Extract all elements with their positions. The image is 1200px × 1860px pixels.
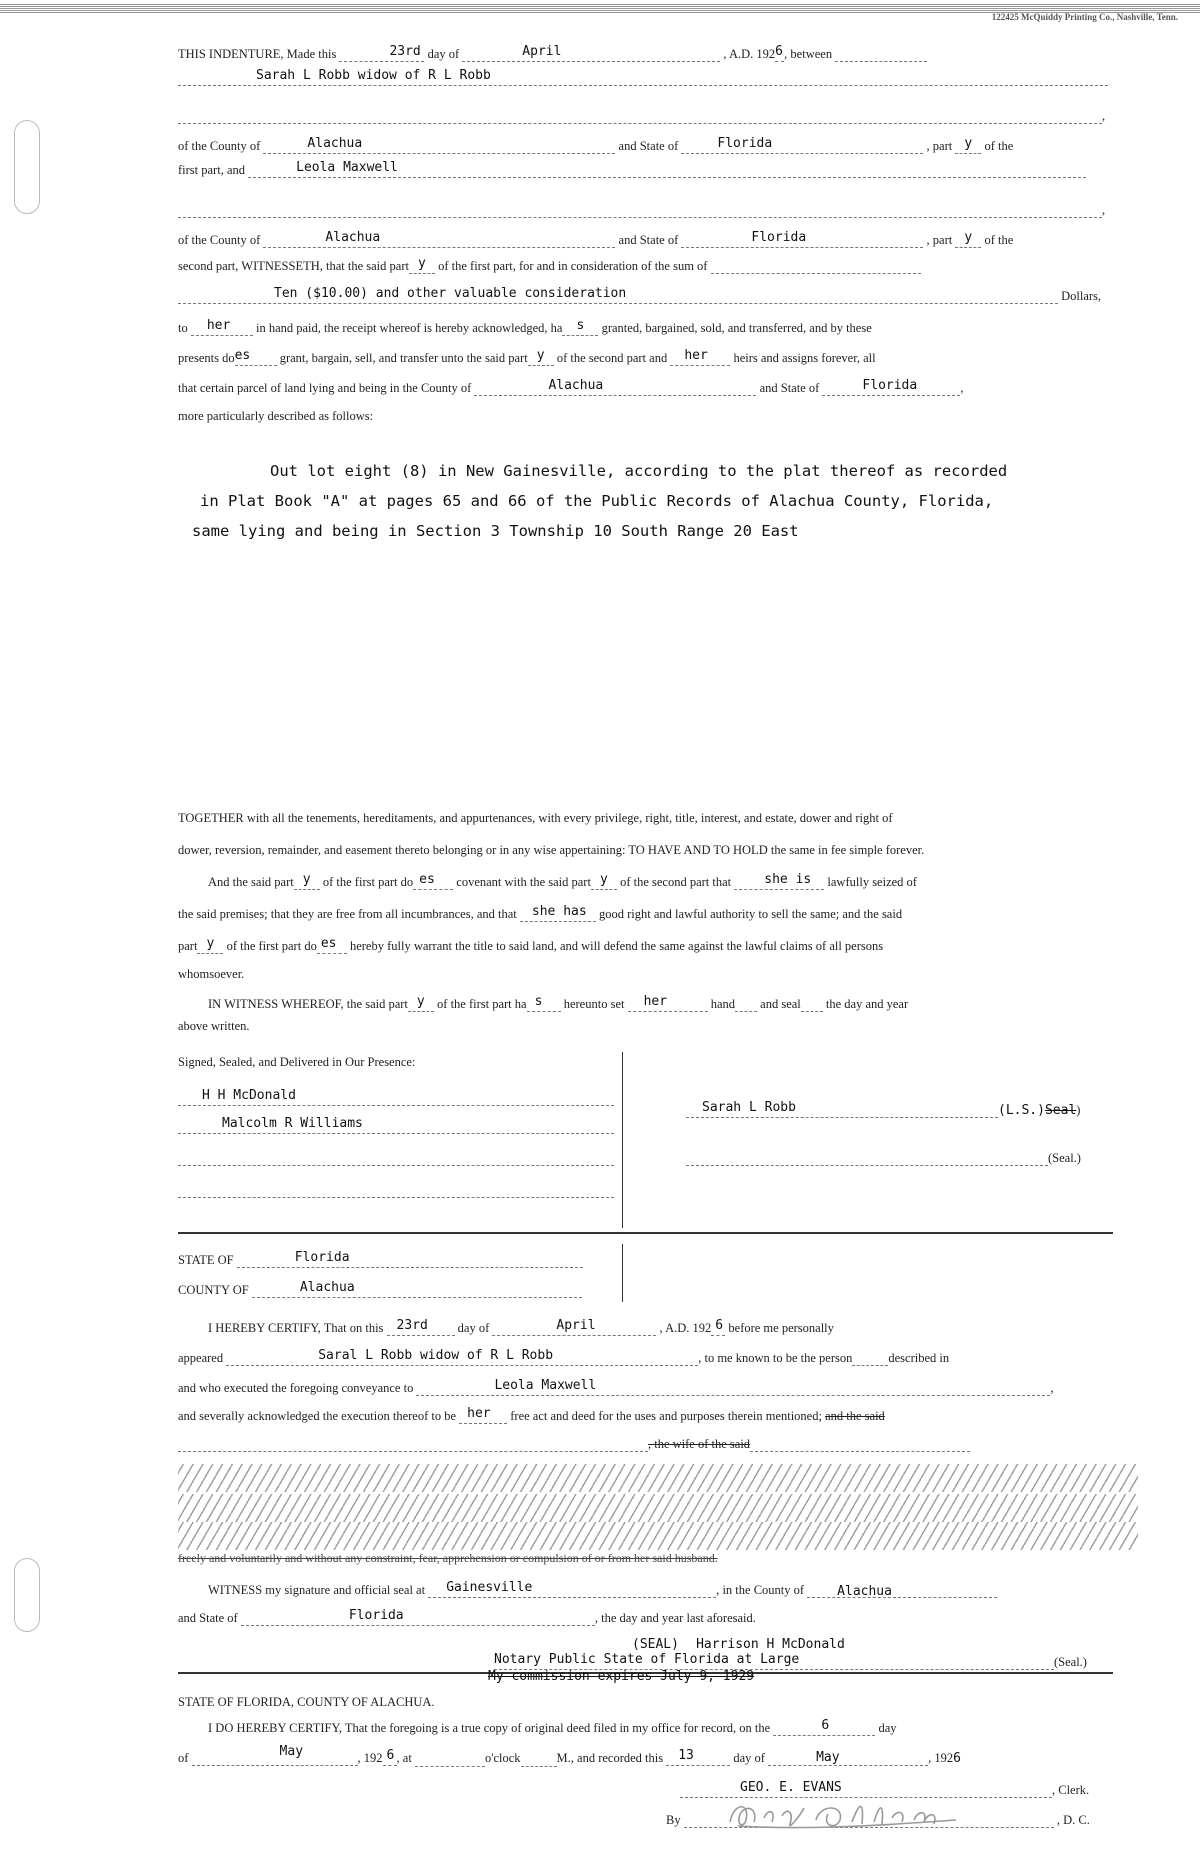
field-city: Gainesville [428, 1582, 716, 1598]
witness-line-4 [178, 1182, 618, 1198]
field-her: her [628, 996, 708, 1012]
signature-brace [622, 1052, 623, 1228]
handwritten-signature [724, 1796, 964, 1832]
ack-brace [622, 1244, 623, 1302]
field-es: es [317, 938, 347, 954]
field-y: y [197, 938, 223, 954]
label-text: THIS INDENTURE, Made this [178, 47, 337, 61]
grantor-county-line: of the County of Alachua and State of Florida , part y of the [178, 136, 1014, 153]
witnesseth-line: second part, WITNESSETH, that the said part y of the first part, for and in consideration of the sum of [178, 258, 1113, 274]
field-es: es [413, 874, 453, 890]
blank-line: , [178, 202, 1113, 218]
above-written: above written. [178, 1019, 250, 1033]
notary-commission: My commission expires July 9, 1929 [488, 1669, 755, 1684]
field-her: her [191, 320, 253, 336]
field-executed-to: Leola Maxwell [416, 1380, 1050, 1396]
ls-mark: (L.S.) [998, 1103, 1045, 1118]
ack-county-line: COUNTY OF Alachua [178, 1282, 618, 1298]
legal-description-2: in Plat Book "A" at pages 65 and 66 of the Public Records of Alachua County, Florida, [200, 492, 994, 510]
printer-imprint: 122425 McQuiddy Printing Co., Nashville, Tenn. [991, 12, 1178, 22]
notary-title: Notary Public State of Florida at Large [494, 1652, 800, 1667]
field-y: y [955, 232, 981, 248]
together-line-2: dower, reversion, remainder, and easement thereto belonging or in any wise appertaining: TO HAVE AND TO HOLD the same in fee simple forever. [178, 843, 925, 857]
clerk-line: GEO. E. EVANS , Clerk. [680, 1782, 1116, 1798]
punch-hole-top [14, 120, 40, 214]
field-es: es [235, 350, 277, 366]
presents-line: presents do es grant, bargain, sell, and transfer unto the said part y of the second part and her heirs and assigns forever, all [178, 348, 876, 365]
field-appeared: Saral L Robb widow of R L Robb [226, 1350, 698, 1366]
record-heading: STATE OF FLORIDA, COUNTY OF ALACHUA. [178, 1695, 435, 1709]
grantee-county-line: of the County of Alachua and State of Florida , part y of the [178, 230, 1014, 247]
field-grantor-state: Florida [681, 138, 923, 154]
ack-executed-line: and who executed the foregoing conveyance to Leola Maxwell , [178, 1378, 1054, 1395]
field-she-is: she is [734, 874, 824, 890]
record-certify-line: I DO HEREBY CERTIFY, That the foregoing is a true copy of original deed filed in my office for record, on the 6 day [208, 1718, 897, 1735]
premises-line: the said premises; that they are free from all incumbrances, and that she has good right and lawful authority to sell the same; and the said [178, 904, 903, 921]
witness-line-1 [178, 1090, 618, 1106]
field-wit-county: Alachua [807, 1582, 997, 1598]
field-her: her [459, 1408, 507, 1424]
parcel-line: that certain parcel of land lying and being in the County of Alachua and State of Florida , [178, 378, 964, 395]
struck-text: and the said [825, 1409, 885, 1423]
commission-line [488, 1668, 908, 1685]
field-day-recorded: 13 [666, 1750, 730, 1766]
covenant-line: And the said part y of the first part do es covenant with the said part y of the second part that she is lawfully seized of [208, 872, 917, 889]
field-ack-day: 23rd [387, 1320, 455, 1336]
field-month-recorded: May [768, 1750, 928, 1766]
together-line-1: TOGETHER with all the tenements, hereditaments, and appurtenances, with every privilege, right, title, interest, and estate, dower and right of [178, 811, 893, 825]
punch-hole-bottom [14, 1558, 40, 1632]
paid-line: to her in hand paid, the receipt whereof is hereby acknowledged, ha s granted, bargained, sold, and transferred, and by these [178, 318, 872, 335]
field-grantor-county: Alachua [263, 138, 615, 154]
field-year-filed: 6 [383, 1750, 397, 1766]
field-grantor: Sarah L Robb widow of R L Robb [178, 70, 1108, 86]
field-ack-state: Florida [237, 1252, 583, 1268]
ack-appeared-line: appeared Saral L Robb widow of R L Robb , to me known to be the person described in [178, 1348, 950, 1365]
field-year: 6 [775, 46, 784, 62]
signature-line-2: (Seal.) [686, 1150, 1116, 1166]
deputy-signature [684, 1812, 1054, 1828]
signer-name: Sarah L Robb [702, 1100, 796, 1115]
ack-certify-line: I HEREBY CERTIFY, That on this 23rd day of April , A.D. 192 6 before me personally [208, 1318, 834, 1335]
signed-sealed: Signed, Sealed, and Delivered in Our Presence: [178, 1055, 416, 1069]
field-consideration: Ten ($10.00) and other valuable consideration [178, 288, 1058, 304]
field-ack-county: Alachua [252, 1282, 582, 1298]
notary-title-line: Notary Public State of Florida at Large (Seal.) [494, 1652, 1087, 1669]
field-y: y [408, 996, 434, 1012]
struck-clause-1 [178, 1464, 1138, 1492]
whomsoever-line: whomsoever. [178, 967, 245, 981]
label-text: , between [784, 47, 833, 61]
witness-line-2 [178, 1118, 618, 1134]
field-parcel-county: Alachua [474, 380, 756, 396]
field-grantee-state: Florida [681, 232, 923, 248]
field-y: y [294, 874, 320, 890]
described-line: more particularly described as follows: [178, 409, 374, 423]
field-day-filed: 6 [773, 1720, 875, 1736]
label-text: day of [427, 47, 460, 61]
notary-state-line: and State of Florida , the day and year last aforesaid. [178, 1608, 756, 1625]
witness-line-3 [178, 1150, 618, 1166]
grantee-line: first part, and Leola Maxwell [178, 162, 1113, 178]
field-parcel-state: Florida [822, 380, 960, 396]
label-text: , A.D. 192 [723, 47, 776, 61]
ack-state-line: STATE OF Florida [178, 1252, 618, 1268]
field-y: y [955, 138, 981, 154]
field-s: s [562, 320, 598, 336]
notary-name-line [632, 1636, 1052, 1653]
seal-struck: Seal [1044, 1103, 1077, 1118]
notary-witness-line: WITNESS my signature and official seal at Gainesville , in the County of Alachua [208, 1582, 1113, 1598]
field-her: her [670, 350, 730, 366]
field-s: s [527, 996, 561, 1012]
struck-text: , the wife of the said [648, 1437, 751, 1451]
legal-description-3: same lying and being in Section 3 Township 10 South Range 20 East [192, 522, 799, 540]
warrant-line: part y of the first part do es hereby fully warrant the title to said land, and will defend the same against the lawful claims of all persons [178, 936, 884, 953]
signature-line: Sarah L Robb (L.S.)Seal) [686, 1102, 1116, 1119]
witness-1-name: H H McDonald [202, 1088, 296, 1103]
in-witness-line: IN WITNESS WHEREOF, the said part y of the first part ha s hereunto set her hand and seal the day and year [208, 994, 909, 1011]
clerk-name: GEO. E. EVANS [740, 1780, 842, 1795]
field-ack-year: 6 [711, 1320, 725, 1336]
grantor-line [178, 70, 1113, 86]
ack-wife-line [178, 1436, 1113, 1452]
section-rule [178, 1232, 1113, 1234]
field-month: April [462, 46, 720, 62]
field-month-filed: May [192, 1750, 358, 1766]
notary-seal-stamp: (SEAL) [632, 1637, 679, 1652]
record-date-line: of May , 192 6 , at o'clock M., and recorded this 13 day of May , 1926 [178, 1744, 961, 1766]
consideration-line: Ten ($10.00) and other valuable consideration Dollars, [178, 288, 1113, 304]
field-y: y [409, 258, 435, 274]
indenture-line [178, 46, 1113, 62]
blank-line: , [178, 108, 1113, 124]
field-grantee: Leola Maxwell [248, 162, 1086, 178]
field-ack-month: April [492, 1320, 656, 1336]
field-y: y [591, 874, 617, 890]
field-grantee-county: Alachua [263, 232, 615, 248]
struck-clause-2 [178, 1494, 1138, 1522]
field-day: 23rd [339, 46, 424, 62]
field-she-has: she has [520, 906, 596, 922]
notary-name: Harrison H McDonald [696, 1637, 845, 1652]
legal-description-1: Out lot eight (8) in New Gainesville, according to the plat thereof as recorded [270, 462, 1008, 480]
field-wit-state: Florida [241, 1610, 595, 1626]
field-y: y [528, 350, 554, 366]
ack-severally-line: and severally acknowledged the execution thereof to be her free act and deed for the uses and purposes therein mentioned; and the said [178, 1406, 885, 1423]
deputy-clerk-line: By , D. C. [666, 1812, 1116, 1828]
field-signer [686, 1102, 998, 1118]
struck-clause-4: freely and voluntarily and without any constraint, fear, apprehension or compulsion of or from her said husband. [178, 1551, 718, 1565]
witness-2-name: Malcolm R Williams [222, 1116, 363, 1131]
struck-clause-3 [178, 1522, 1138, 1550]
